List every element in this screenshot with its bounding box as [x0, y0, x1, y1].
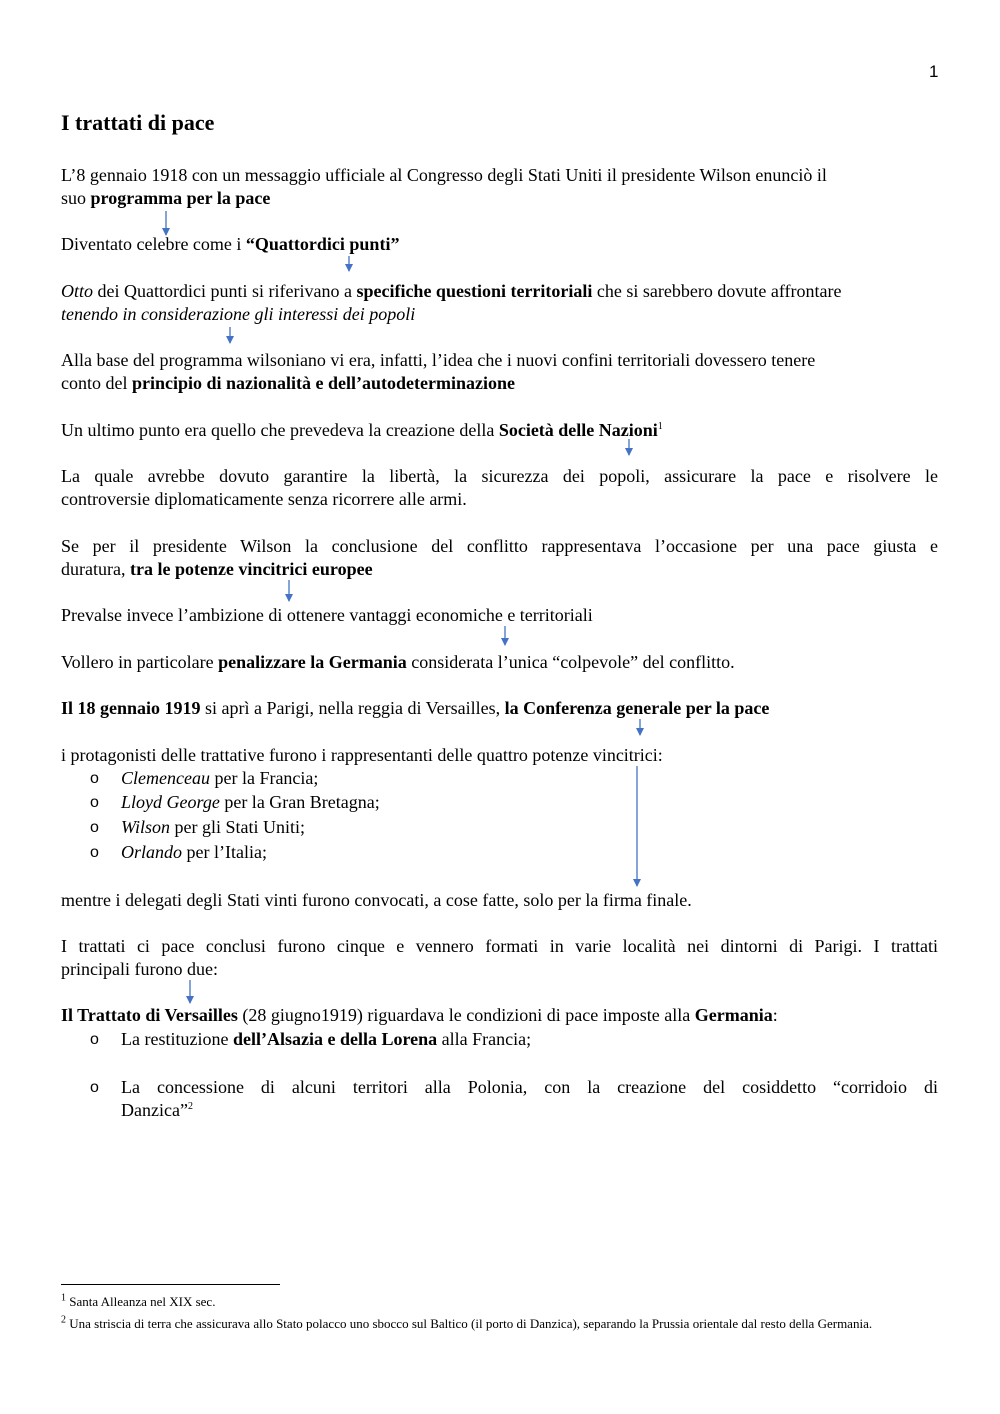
- bold-date: Il 18 gennaio 1919: [61, 698, 201, 718]
- paragraph-penalize-germany: Vollero in particolare penalizzare la Germania considerata l’unica “colpevole” del conflitto.: [61, 652, 735, 672]
- bullet-icon: o: [90, 1031, 99, 1048]
- paragraph-league-of-nations: Un ultimo punto era quello che prevedeva la creazione della Società delle Nazioni$^1$: [61, 420, 663, 440]
- list-item: o Lloyd George per la Gran Bretagna;: [90, 792, 380, 812]
- bold-term: principio di nazionalità e dell’autodeterminazione: [131, 373, 515, 393]
- paragraph-treaties: I trattati ci pace conclusi furono cinque e vennero formati in varie località nei dintorni di Parigi. I trattati principali furono due:: [61, 936, 938, 979]
- paragraph-territorial-questions: Otto dei Quattordici punti si riferivano a specifiche questioni territoriali che si sarebbero dovute affrontare tenendo in considerazione gli interessi dei popoli: [61, 281, 842, 324]
- bold-term: “Quattordici punti”: [245, 234, 400, 254]
- bold-term: dell’Alsazia e della Lorena: [232, 1029, 438, 1049]
- bold-term: Germania: [694, 1005, 773, 1025]
- paragraph-fourteen-points: Diventato celebre come i “Quattordici punti”: [61, 234, 400, 254]
- list-item: o La restituzione dell’Alsazia e della Lorena alla Francia;: [90, 1029, 532, 1049]
- bold-term: specifiche questioni territoriali: [356, 281, 593, 301]
- footnote-separator: [61, 1284, 280, 1285]
- bold-term: la Conferenza generale per la pace: [504, 698, 770, 718]
- list-item: o Clemenceau per la Francia;: [90, 768, 319, 788]
- list-item: o La concessione di alcuni territori alla Polonia, con la creazione del cosiddetto “corridoio di Danzica”$^2$: [90, 1077, 938, 1120]
- paragraph-conference: Il 18 gennaio 1919 si aprì a Parigi, nella reggia di Versailles, la Conferenza generale per la pace: [61, 698, 770, 718]
- bullet-icon: o: [90, 819, 99, 836]
- paragraph-text: L’8 gennaio 1918 con un messaggio ufficiale al Congresso degli Stati Uniti il presidente Wilson enunciò il: [61, 165, 827, 185]
- footnote-ref[interactable]: 1: [657, 421, 663, 432]
- paragraph-defeated-delegates: mentre i delegati degli Stati vinti furono convocati, a cose fatte, solo per la firma finale.: [61, 890, 692, 910]
- bullet-icon: o: [90, 794, 99, 811]
- paragraph-league-purpose: La quale avrebbe dovuto garantire la libertà, la sicurezza dei popoli, assicurare la pace e risolvere le controversie diplomaticamente senza ricorrere alle armi.: [61, 466, 938, 509]
- bold-term: tra le potenze vincitrici europee: [129, 559, 373, 579]
- paragraph-just-peace: Se per il presidente Wilson la conclusione del conflitto rappresentava l’occasione per una pace giusta e duratura, tra le potenze vincitrici europee: [61, 536, 938, 579]
- list-item: o Wilson per gli Stati Uniti;: [90, 817, 306, 837]
- footnote-2: $^2$ Una striscia di terra che assicurava allo Stato polacco uno sbocco sul Baltico (il porto di Danzica), separando la Prussia orientale dal resto della Germania.: [61, 1314, 873, 1331]
- paragraph-nationality-principle: Alla base del programma wilsoniano vi era, infatti, l’idea che i nuovi confini territoriali dovessero tenere conto del principio di nazionalità e dell’autodeterminazione: [61, 350, 816, 393]
- paragraph-wilson-message: L’8 gennaio 1918 con un messaggio ufficiale al Congresso degli Stati Uniti il presidente Wilson enunciò il suo programma per la pace: [61, 165, 827, 208]
- bold-term: Società delle Nazioni: [498, 420, 658, 440]
- page-title: I trattati di pace: [61, 110, 215, 135]
- paragraph-ambition: Prevalse invece l’ambizione di ottenere vantaggi economiche e territoriali: [61, 605, 593, 625]
- list-item: o Orlando per l’Italia;: [90, 842, 267, 862]
- bullet-icon: o: [90, 770, 99, 787]
- footnote-ref[interactable]: 2: [187, 1101, 193, 1112]
- paragraph-versailles-treaty: Il Trattato di Versailles (28 giugno1919) riguardava le condizioni di pace imposte alla Germania:: [61, 1005, 778, 1025]
- bold-term: Il Trattato di Versailles: [61, 1005, 238, 1025]
- paragraph-protagonists: i protagonisti delle trattative furono i rappresentanti delle quattro potenze vincitrici:: [61, 745, 663, 765]
- bold-term: programma per la pace: [90, 188, 271, 208]
- bold-term: penalizzare la Germania: [218, 652, 407, 672]
- bullet-icon: o: [90, 1079, 99, 1096]
- page-number: 1: [929, 62, 939, 81]
- footnote-1: $^1$ Santa Alleanza nel XIX sec.: [61, 1292, 216, 1309]
- bullet-icon: o: [90, 844, 99, 861]
